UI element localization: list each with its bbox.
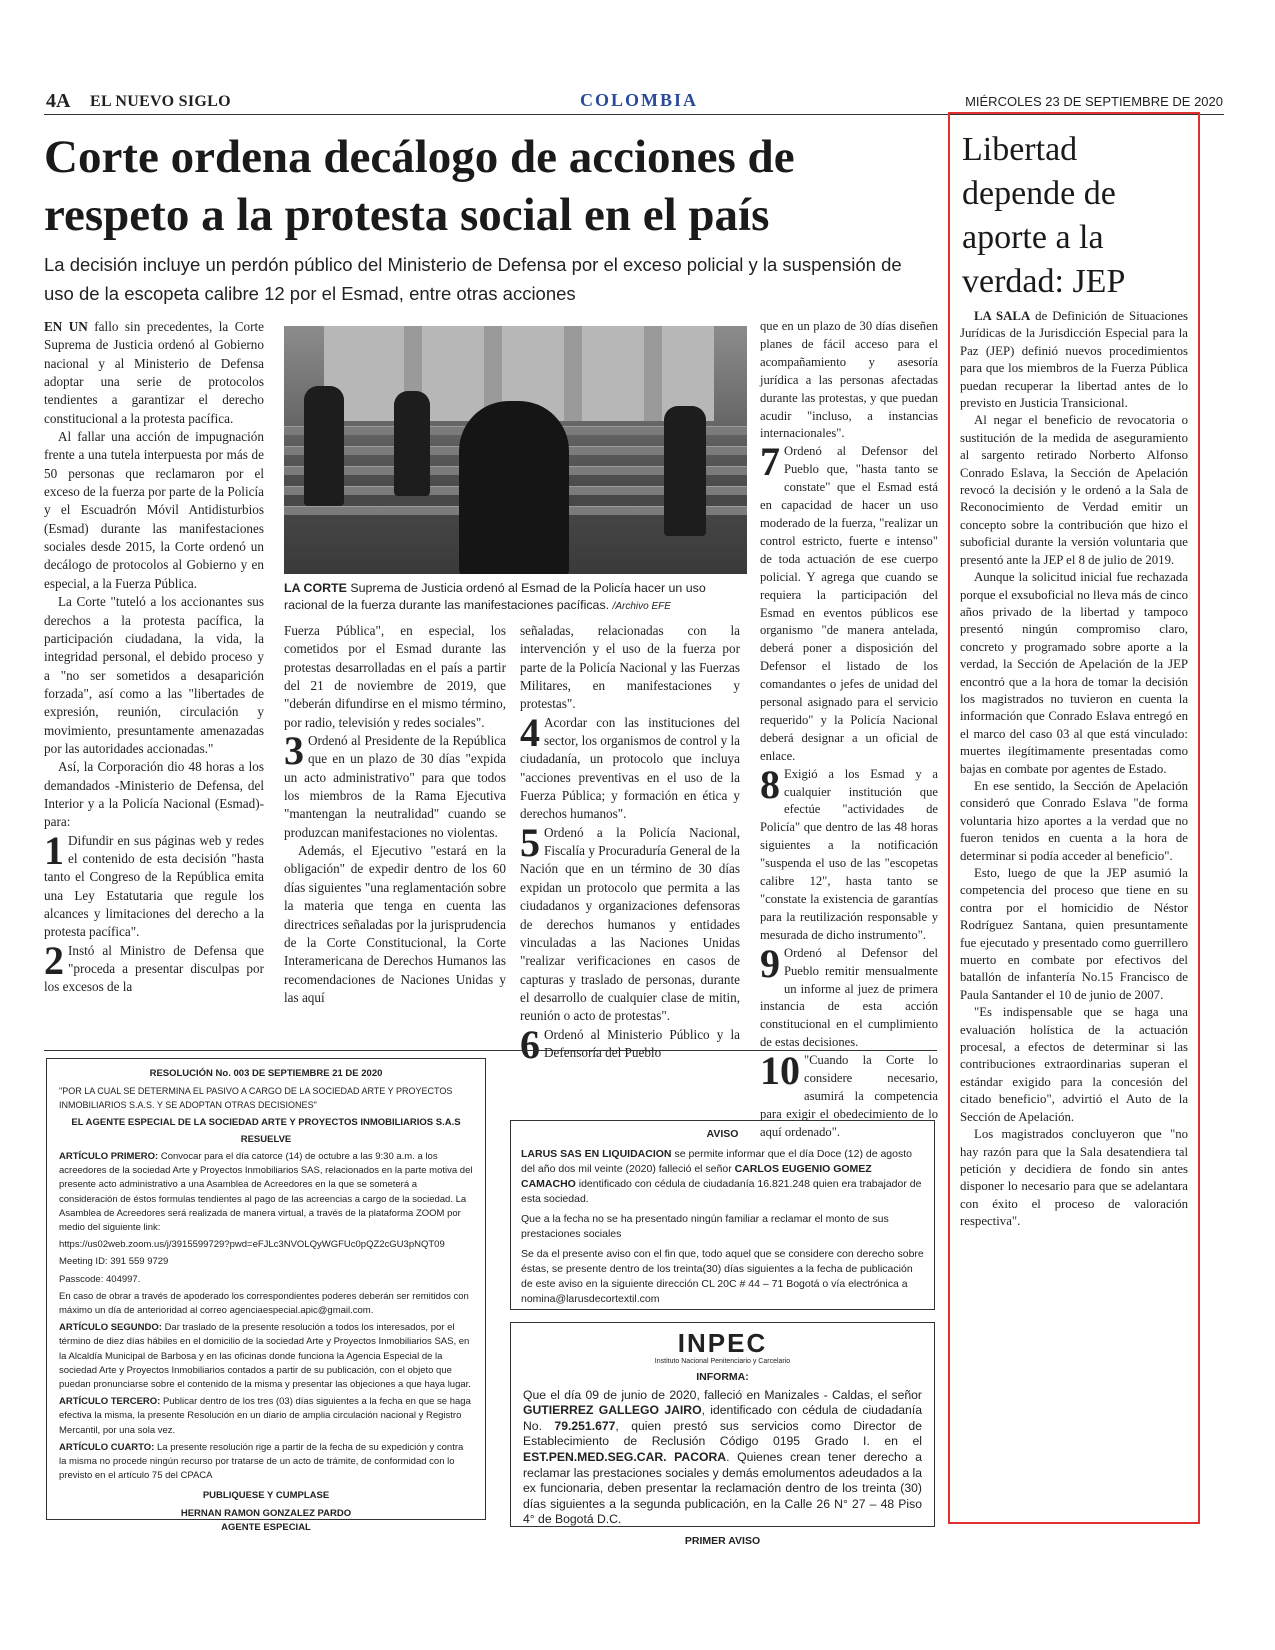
item-number: 4 <box>520 709 540 755</box>
inpec-notice <box>510 1322 935 1547</box>
item-text: Difundir en sus páginas web y redes el contenido de esta decisión "hasta tanto el Congreso de la República emita una Ley Estatutaria que regule los alcances y limitaciones del derecho a la protesta pacífica". <box>44 832 264 940</box>
paragraph: En ese sentido, la Sección de Apelación consideró que Conrado Eslava "de forma voluntaria hizo aportes a la verdad que no fueron tenidos en cuenta a la hora de determinar si podía acceder al beneficio". <box>960 778 1188 863</box>
article-column-3 <box>520 622 740 1067</box>
photo-caption: LA CORTE Suprema de Justicia ordenó al Esmad de la Policía hacer un uso racional de la fuerza durante las manifestaciones pacíficas. /Archivo EFE <box>284 581 706 612</box>
item-number: 10 <box>760 1048 800 1094</box>
column-pillar <box>644 326 662 421</box>
officer-figure <box>304 386 344 506</box>
notice-subtitle: "POR LA CUAL SE DETERMINA EL PASIVO A CARGO DE LA SOCIEDAD ARTE Y PROYECTOS INMOBILIARIOS S.A.S. Y SE ADOPTAN OTRAS DECISIONES" <box>59 1086 453 1111</box>
paragraph: señaladas, relacionadas con la intervención y el uso de la fuerza por parte de la Policía Nacional y las Fuerzas Militares, en manifestaciones y protestas". <box>520 623 740 712</box>
notice-title: INFORMA: <box>696 1371 749 1383</box>
paragraph: Fuerza Pública", en especial, los cometidos por el Esmad durante las protestas desarrolladas en el país a partir del 21 de noviembre de 2019, que "deberán difundirse en el mismo término, por radio, televisión y redes sociales". <box>284 623 506 730</box>
decalogue-item-6 <box>520 1021 740 1067</box>
section-name: COLOMBIA <box>580 90 699 110</box>
proxy-note: En caso de obrar a través de apoderado los correspondientes poderes deberán ser remitidos con máximo un día de anterioridad al correo agenciaespecial.apic@gmail.com. <box>59 1290 469 1317</box>
notice-agent: EL AGENTE ESPECIAL DE LA SOCIEDAD ARTE Y PROYECTOS INMOBILIARIOS S.A.S <box>71 1116 461 1128</box>
newspaper-name: EL NUEVO SIGLO <box>90 93 231 110</box>
signer-role: AGENTE ESPECIAL <box>221 1521 311 1533</box>
officer-figure <box>394 391 430 496</box>
notice-title: RESOLUCIÓN No. 003 DE SEPTIEMBRE 21 DE 2020 <box>149 1068 383 1079</box>
notice-resuelve: RESUELVE <box>240 1133 292 1145</box>
paragraph: La Corte "tuteló a los accionantes sus derechos a la protesta pacífica, la participación ciudadana, la vida, la integridad personal, el debido proceso y a "no ser sometidos a desaparición forzada", así como a las "libertades de expresión, reunión, circulación y movimiento, presuntamente amenazadas por las autoridades accionadas." <box>44 594 264 756</box>
officer-figure <box>664 406 706 536</box>
issue-date: MIÉRCOLES 23 DE SEPTIEMBRE DE 2020 <box>965 94 1223 109</box>
signer-name: HERNAN RAMON GONZALEZ PARDO <box>180 1507 352 1519</box>
zoom-link: https://us02web.zoom.us/j/3915599729?pwd=eFJLc3NVOLQyWGFUc0pQZ2cGU3pNQT09 <box>59 1239 445 1251</box>
notice-paragraph: Se da el presente aviso con el fin que, todo aquel que se considere con derecho sobre éstas, se presente dentro de los treinta(30) días siguientes a la fecha de publicación de este aviso en la siguiente dirección CL 20C # 44 – 71 Bogotá o vía electrónica a nomina@larusdecortextil.com <box>521 1248 924 1305</box>
item-text: Ordenó al Ministerio Público y la Defensoría del Pueblo <box>544 1026 740 1060</box>
sidebar-title: Libertad depende de aporte a la verdad: JEP <box>962 131 1126 300</box>
article-deck: La decisión incluye un perdón público del Ministerio de Defensa por el exceso policial y la suspensión de uso de la escopeta calibre 12 por el Esmad, entre otras acciones <box>44 254 902 304</box>
resolution-notice <box>46 1058 486 1533</box>
decalogue-item-8 <box>760 761 938 945</box>
lead-words: EN UN <box>44 319 88 334</box>
paragraph: Al fallar una acción de impugnación frente a una tutela interpuesta por más de 50 personas que reclamaron por el exceso de la fuerza por parte de la Policía y el Escuadrón Móvil Antidisturbios (Esmad) durante las manifestaciones sociales desde 2015, la Corte ordenó un decálogo de protocolos al Gobierno y en especial, a la Fuerza Pública. <box>44 429 264 591</box>
item-text: Ordenó al Defensor del Pueblo remitir mensualmente un informe al juez de primera instancia de esta acción constitucional en el cumplimiento de estas decisiones. <box>760 945 938 1050</box>
paragraph: Además, el Ejecutivo "estará en la obligación" de expedir dentro de los 60 días siguientes "una reglamentación sobre la materia que tenga en cuenta las directrices señaladas por la jurisprudencia de la Corte Constitucional, la Corte Interamericana de Derechos Humanos las recomendaciones de Naciones Unidas y las aquí <box>284 843 506 1005</box>
decalogue-item-5 <box>520 819 740 1026</box>
column-pillar <box>564 326 582 421</box>
article-4: ARTÍCULO CUARTO: La presente resolución rige a partir de la fecha de su expedición y contra la misma no procede ningún recurso por tratarse de un acto de trámite, de conformidad con lo previsto en el artículo 75 del CPACA <box>59 1441 464 1482</box>
decalogue-item-2 <box>44 937 264 997</box>
item-number: 5 <box>520 819 540 865</box>
notice-paragraph: Que a la fecha no se ha presentado ningún familiar a reclamar el monto de sus prestaciones sociales <box>521 1213 889 1240</box>
page-number: 4A <box>46 90 71 112</box>
decalogue-item-9 <box>760 940 938 1052</box>
item-number: 2 <box>44 937 64 983</box>
notice-footer: PRIMER AVISO <box>684 1534 761 1547</box>
article-2: ARTÍCULO SEGUNDO: Dar traslado de la presente resolución a todos los interesados, por el término de diez días hábiles en el domicilio de la sociedad Arte y Proyectos Inmobiliarios SAS, en la Alcaldía Municipal de Barbosa y en las oficinas donde funciona la Agencia Especial de la sociedad Arte y Proyectos Inmobiliarios contados a partir de su publicación, con el objeto que puedan pronunciarse sobre el contenido de la misma y presentar las objeciones a que haya lugar. <box>59 1322 471 1391</box>
article-column-2 <box>284 622 506 1007</box>
decalogue-item-4 <box>520 709 740 824</box>
paragraph: Aunque la solicitud inicial fue rechazada porque el exsuboficial no lleva más de cinco años privado de la libertad y tampoco presentó ningún compromiso claro, concreto y programado sobre aporte a la verdad, la Sección de Apelación de la JEP encontró que a la hora de tomar la decisión los magistrados no tuvieron en cuenta la información que Conrado Eslava entregó en el marco del caso 03 al que está vinculado: muertes ilegítimamente presentadas como bajas en combate por agentes de Estado. <box>960 570 1188 776</box>
notice-title: AVISO <box>706 1128 739 1140</box>
paragraph: que en un plazo de 30 días diseñen planes de fácil acceso para el acompañamiento y asesoría jurídica a las personas afectadas durante las protestas, y que puedan acudir "incluso, a instancias internacionales". <box>760 319 938 441</box>
item-number: 8 <box>760 761 780 807</box>
sidebar-body: LA SALA de Definición de Situaciones Jurídicas de la Jurisdicción Especial para la Paz (JEP) definió nuevos procedimientos para que los miembros de la Fuerza Pública puedan recuperar la libertad antes de lo previsto en Justicia Transicional. Al negar el beneficio de revocatoria o sustitución de la medida de aseguramiento al sargento retirado Norberto Alfonso Conrado Eslava, la Sección de Apelación revocó la decisión y le ordenó a la Sala de Reconocimiento de Verdad emitir un concepto sobre la contribución que hizo el suboficial durante la versión voluntaria que presentó ante la JEP el 8 de julio de 2019. Aunque la solicitud inicial fue rechazada porque el exsuboficial no lleva más de cinco años privado de la libertad y tampoco presentó ningún compromiso claro, concreto y programado sobre aporte a la verdad, la Sección de Apelación de la JEP encontró que a la hora de tomar la decisión los magistrados no tuvieron en cuenta la información que Conrado Eslava entregó en el marco del caso 03 al que está vinculado: muertes ilegítimamente presentadas como bajas en combate por agentes de Estado. En ese sentido, la Sección de Apelación consideró que Conrado Eslava "de forma voluntaria hizo aportes a la verdad que no fueron tenidos en cuenta a la hora de determinar si podía acceder al beneficio". Esto, luego de que la JEP asumió la competencia del proceso que tiene en su contra por el homicidio de Néstor Rodríguez Santana, quien presuntamente fue ejecutado y presentado como guerrillero muerto en combate por efectivos del batallón de infantería No.15 Francisco de Paula Santander el 10 de junio de 2007. "Es indispensable que se haga una evaluación holística de la actuación procesal, a efectos de determinar si las contribuciones extraordinarias superan el estándar exigido para la concesión del citado beneficio", advirtió el Auto de la Sección de Apelación. Los magistrados concluyeron que "no hay razón para que la Sala desatendiera tal petición y decidiera de fondo sin antes disponer lo necesario para que se adelantara con éxito el proceso de valoración respectiva". <box>960 308 1188 1231</box>
item-text: "Cuando la Corte lo considere necesario, asumirá la competencia para exigir el obedecimiento de lo aquí ordenado". <box>760 1053 938 1139</box>
item-number: 3 <box>284 728 304 774</box>
item-text: Acordar con las instituciones del sector, los organismos de control y la ciudadanía, un protocolo que incluya "acciones preventivas en el uso de la Fuerza Pública; y formación en ética y derechos humanos". <box>520 714 740 822</box>
item-number: 6 <box>520 1021 540 1067</box>
item-text: Exigió a los Esmad y a cualquier institución que efectúe "actividades de Policía" que dentro de las 48 horas siguientes a la notificación "suspenda el uso de las "escopetas calibre 12", hasta tanto se "constate la existencia de garantías para la reutilización responsable y mesurada de dicho instrumento". <box>760 766 938 942</box>
paragraph: Al negar el beneficio de revocatoria o sustitución de la medida de aseguramiento al sargento retirado Norberto Alfonso Conrado Eslava, la Sección de Apelación revocó la decisión y le ordenó a la Sala de Reconocimiento de Verdad emitir un concepto sobre la contribución que hizo el suboficial durante la versión voluntaria que presentó ante la JEP el 8 de julio de 2019. <box>960 413 1188 567</box>
decalogue-item-7 <box>760 439 938 765</box>
article-column-1 <box>44 318 264 997</box>
paragraph: fallo sin precedentes, la Corte Suprema de Justicia ordenó al Gobierno nacional y al Ministerio de Defensa adoptar una serie de protocolos tendientes a garantizar el derecho constitucional a la protesta pacífica. <box>44 319 264 426</box>
notice-paragraph: Que el día 09 de junio de 2020, falleció en Manizales - Caldas, el señor GUTIERREZ GALLEGO JAIRO, identificado con cédula de ciudadanía No. 79.251.677, quien prestó sus servicios como Director de Establecimiento de Reclusión Código 0195 Grado I. en el EST.PEN.MED.SEG.CAR. PACORA. Quienes crean tener derecho a reclamar las prestaciones sociales y demás emolumentos adeudados a la ex funcionaria, deben presentar la reclamación dentro de los treinta (30) días siguientes a la segunda publicación, en la Calle 26 N° 27 – 48 Piso 4° de Bogotá D.C. <box>523 1387 923 1527</box>
larus-notice <box>510 1120 935 1310</box>
passcode: Passcode: 404997. <box>59 1273 141 1285</box>
meeting-id: Meeting ID: 391 559 9729 <box>59 1256 169 1268</box>
item-number: 7 <box>760 439 780 485</box>
closing: PUBLIQUESE Y CUMPLASE <box>202 1490 330 1502</box>
item-number: 1 <box>44 827 64 873</box>
item-text: Instó al Ministro de Defensa que "proceda a presentar disculpas por los excesos de la <box>44 942 264 995</box>
item-text: Ordenó al Defensor del Pueblo que, "hasta tanto se constate" que el Esmad está en capacidad de hacer un uso moderado de la fuerza, "realizar un control estricto, fuerte e intenso" de toda actuación de ese cuerpo policial. Y agrega que cuando se requiera la participación del Esmad en eventos públicos ese organismo "de manera antelada, deberá poner a disposición del Defensor el listado de los comandantes o jefes de unidad del personal asignado para el servicio requerido" y la Policía Nacional deberá designar a un oficial de enlace. <box>760 444 938 763</box>
paragraph: Así, la Corporación dio 48 horas a los demandados -Ministerio de Defensa, del Interior y a la Policía Nacional (Esmad)- para: <box>44 759 264 830</box>
item-text: Ordenó al Presidente de la República que en un plazo de 30 días "expida un acto administrativo" para que todos los miembros de la Rama Ejecutiva "mantengan la neutralidad" cuando se produzcan manifestaciones no violentas. <box>284 733 506 840</box>
notice-paragraph: LARUS SAS EN LIQUIDACION se permite informar que el día Doce (12) de agosto del año dos mil veinte (2020) falleció el señor CARLOS EUGENIO GOMEZ CAMACHO identificado con cédula de ciudadanía 16.821.248 quien era trabajador de esta sociedad. <box>521 1148 922 1205</box>
item-number: 9 <box>760 940 780 986</box>
article-column-4 <box>760 318 938 1142</box>
paragraph: de Definición de Situaciones Jurídicas de la Jurisdicción Especial para la Paz (JEP) definió nuevos procedimientos para que los miembros de la Fuerza Pública puedan recuperar la libertad antes de lo previsto en Justicia Transicional. <box>960 309 1188 411</box>
article-1: ARTÍCULO PRIMERO: Convocar para el día catorce (14) de octubre a las 9:30 a.m. a los acreedores de la sociedad Arte y Proyectos Inmobiliarios SAS, relacionados en la parte motiva del presente acto administrativo a una Asamblea de Acreedores en la que se someterá a consideración de éstos formulas tendientes al pago de las acreencias a cargo de la sociedad. La Asamblea de Acreedores será realizada de manera virtual, a través de la plataforma ZOOM por medio del siguiente link: <box>59 1151 473 1234</box>
inpec-logo: INPEC <box>677 1328 768 1358</box>
inpec-logo-subtitle: Instituto Nacional Penitenciario y Carcelario <box>654 1358 791 1365</box>
officer-foreground-figure <box>459 401 569 574</box>
paragraph: Los magistrados concluyeron que "no hay razón para que la Sala desatendiera tal petición y decidiera de fondo sin antes disponer lo necesario para que se adelantara con éxito el proceso de valoración respectiva". <box>960 1127 1188 1229</box>
article-3: ARTÍCULO TERCERO: Publicar dentro de los tres (03) días siguientes a la fecha en que se haga efectiva la misma, la presente Resolución en un diario de amplia circulación nacional y Registro Mercantil, por una sola vez. <box>59 1396 471 1436</box>
paragraph: "Es indispensable que se haga una evaluación holística de la actuación procesal, a efectos de determinar si las contribuciones extraordinarias superan el estándar exigido para la concesión del citado beneficio", advirtió el Auto de la Sección de Apelación. <box>960 1005 1188 1124</box>
paragraph: Esto, luego de que la JEP asumió la competencia del proceso que tiene en su contra por el homicidio de Néstor Rodríguez Santana, quien presuntamente fue ejecutado y presentado como guerrillero muerto en combate por efectivos del batallón de infantería No.15 Francisco de Paula Santander el 10 de junio de 2007. <box>960 866 1188 1002</box>
article-headline: Corte ordena decálogo de acciones de respeto a la protesta social en el país <box>44 131 795 241</box>
article-bottom-rule <box>44 1050 937 1051</box>
decalogue-item-1 <box>44 827 264 942</box>
item-text: Ordenó a la Policía Nacional, Fiscalía y Procuraduría General de la Nación que en un término de 30 días expidan un protocolo que permita a las ciudadanos y organizaciones defensoras de derechos humanos y entidades vinculadas a las Naciones Unidas "realizar verificaciones en casos de capturas y traslado de personas, durante el desarrollo de cualquier clase de mitin, reunión o acto de protestas". <box>520 824 740 1024</box>
decalogue-item-3 <box>284 728 506 842</box>
article-photo <box>284 326 747 574</box>
